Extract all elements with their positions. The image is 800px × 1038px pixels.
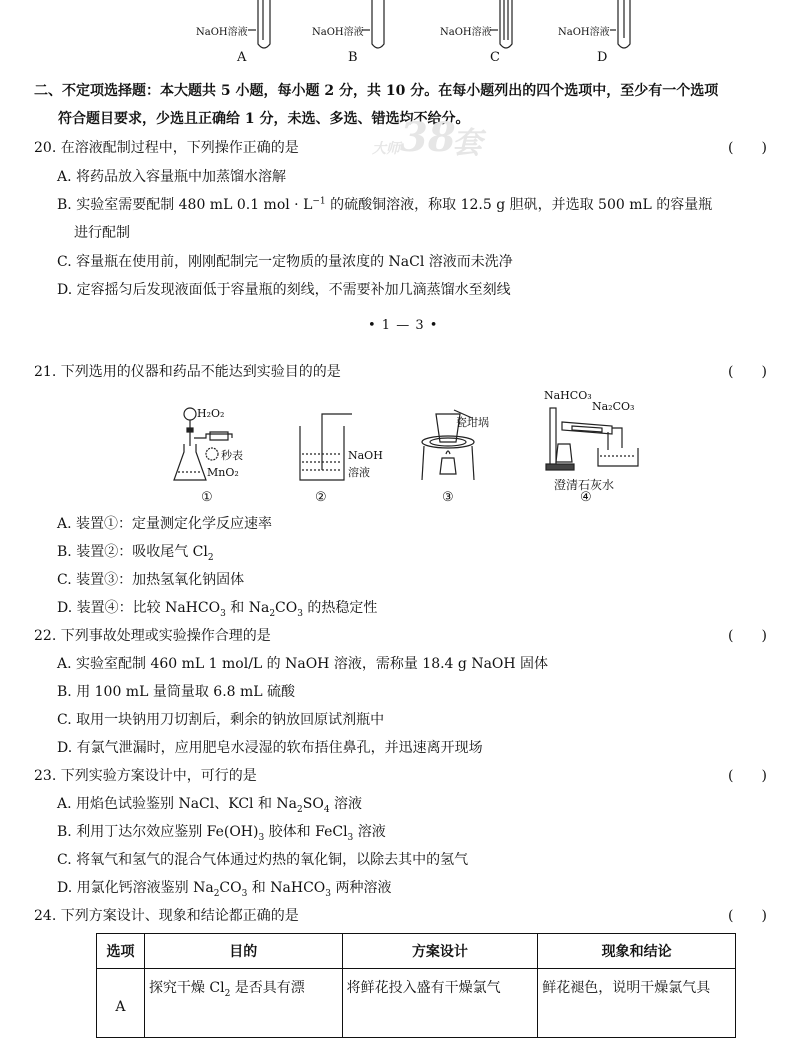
tube-letter-c: C [490, 50, 500, 65]
section-header-line1: 二、不定项选择题：本大题共 5 小题，每小题 2 分，共 10 分。在每小题列出的四个选项中，至少有一个选项 [34, 83, 719, 99]
q21-option-d: D. 装置④：比较 NaHCO$_3$ 和 $Na_2CO_3$ 的热稳定性 [57, 600, 378, 619]
test-tube-a [258, 0, 270, 48]
tube-label-a: NaOH溶液 [196, 27, 248, 38]
q24-header-result: 现象和结论 [538, 934, 736, 969]
q22-option-a: A. 实验室配制 460 mL 1 mol/L 的 NaOH 溶液，需称量 18.4 g NaOH 固体 [57, 656, 549, 672]
tube-label-b: NaOH溶液 [312, 27, 364, 38]
q24-table-header-row [97, 934, 736, 969]
tube-label-d: NaOH溶液 [558, 27, 610, 38]
q24-row-a-result: 鲜花褪色，说明干燥氯气具 [538, 969, 736, 1038]
q20-option-b: B. 实验室需要配制 480 mL 0.1 mol · $L^{-1}$ 的硫酸铜溶液，称取 12.5 g 胆矾，并选取 500 mL 的容量瓶 [57, 196, 713, 213]
q21-stem: 21. 下列选用的仪器和药品不能达到实验目的的是 [34, 364, 341, 380]
tube-letter-b: B [348, 50, 358, 65]
q22-stem: 22. 下列事故处理或实验操作合理的是 [34, 628, 271, 644]
q24-header-design: 方案设计 [342, 934, 538, 969]
watermark-main: 38 [400, 114, 456, 161]
q24-row-a-label: A [97, 969, 145, 1038]
q22-answer-paren: ( ) [728, 628, 767, 644]
section-header-line2: 符合题目要求，少选且正确给 1 分，未选、多选、错选均不给分。 [58, 111, 470, 127]
q21-option-c: C. 装置③：加热氢氧化钠固体 [57, 572, 245, 588]
q23-option-a: A. 用焰色试验鉴别 NaCl、KCl 和 $Na_2SO_4$ 溶液 [57, 796, 363, 815]
q21-option-b: B. 装置②：吸收尾气 $Cl_2$ [57, 544, 214, 563]
q23-stem: 23. 下列实验方案设计中，可行的是 [34, 768, 257, 784]
label-crucible: 瓷坩埚 [456, 416, 489, 429]
label-naoh: NaOH [348, 449, 383, 462]
fig-number-1: ① [201, 490, 213, 505]
q23-option-d: D. 用氯化钙溶液鉴别 $Na_2CO_3$ 和 NaHCO$_3$ 两种溶液 [57, 880, 392, 899]
test-tube-b [372, 0, 384, 48]
q23-answer-paren: ( ) [728, 768, 767, 784]
tube-label-c: NaOH溶液 [440, 27, 492, 38]
q24-table [96, 933, 736, 1038]
q22-option-b: B. 用 100 mL 量筒量取 6.8 mL 硫酸 [57, 684, 296, 700]
label-na2co3: Na₂CO₃ [592, 400, 635, 413]
q22-option-c: C. 取用一块钠用刀切割后，剩余的钠放回原试剂瓶中 [57, 712, 385, 728]
q24-header-purpose: 目的 [144, 934, 342, 969]
q22-option-d: D. 有氯气泄漏时，应用肥皂水浸湿的软布捂住鼻孔，并迅速离开现场 [57, 740, 483, 756]
label-solution: 溶液 [348, 466, 370, 479]
tube-letter-d: D [597, 50, 608, 65]
label-stopwatch: 秒表 [221, 449, 243, 462]
q20-answer-paren: ( ) [728, 140, 767, 156]
q21-option-a: A. 装置①：定量测定化学反应速率 [57, 516, 273, 532]
table-row [97, 969, 736, 1038]
q24-header-option: 选项 [97, 934, 145, 969]
q20-stem: 20. 在溶液配制过程中，下列操作正确的是 [34, 140, 299, 156]
q23-option-b: B. 利用丁达尔效应鉴别 $Fe(OH)_3$ 胶体和 FeCl$_3$ 溶液 [57, 824, 386, 843]
watermark-tail: 套 [452, 126, 482, 161]
q24-stem: 24. 下列方案设计、现象和结论都正确的是 [34, 908, 299, 924]
test-tube-c [500, 0, 512, 48]
label-mno2: MnO₂ [207, 466, 239, 479]
q20-option-b-cont: 进行配制 [74, 225, 130, 241]
q24-row-a-purpose: 探究干燥 $Cl_2$ 是否具有漂 [144, 969, 342, 1038]
q24-answer-paren: ( ) [728, 908, 767, 924]
q21-answer-paren: ( ) [728, 364, 767, 380]
top-test-tubes-figure [0, 0, 800, 60]
page-number: • 1 — 3 • [368, 318, 439, 333]
fig-number-2: ② [315, 490, 327, 505]
q24-row-a-design: 将鲜花投入盛有干燥氯气 [342, 969, 538, 1038]
q20-option-a: A. 将药品放入容量瓶中加蒸馏水溶解 [57, 169, 287, 185]
q23-option-c: C. 将氧气和氢气的混合气体通过灼热的氧化铜，以除去其中的氢气 [57, 852, 469, 868]
q20-option-c: C. 容量瓶在使用前，刚刚配制完一定物质的量浓度的 NaCl 溶液而未洗净 [57, 254, 513, 270]
label-nahco3: NaHCO₃ [544, 389, 592, 402]
q20-option-d: D. 定容摇匀后发现液面低于容量瓶的刻线，不需要补加几滴蒸馏水至刻线 [57, 282, 511, 298]
fig-number-3: ③ [442, 490, 454, 505]
label-h2o2: H₂O₂ [197, 407, 225, 420]
tube-letter-a: A [237, 50, 247, 65]
label-limewater: 澄清石灰水 [554, 478, 615, 492]
watermark-sub: 大师 [372, 141, 400, 157]
fig-number-4: ④ [580, 490, 592, 505]
apparatus-2-beaker [296, 410, 356, 486]
